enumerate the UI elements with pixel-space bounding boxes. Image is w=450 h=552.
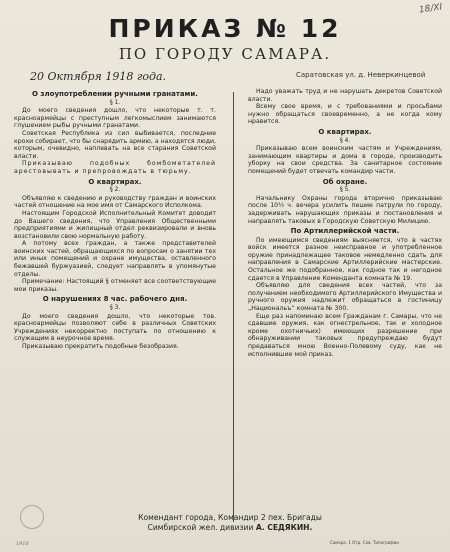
column-divider [233, 92, 234, 522]
section-title: О злоупотреблении ручными гранатами. [32, 90, 198, 98]
section-title: О квартирах. [88, 177, 142, 186]
signature-line-2 [60, 523, 400, 533]
paragraph-number: § 4. [339, 137, 351, 144]
paragraph-number: § 3. [109, 305, 121, 312]
paragraph: Приказываю прекратить подобные безобразия. [22, 343, 179, 350]
paragraph: Советская Республика из сил выбивается, последние крохи собирает, что бы снарядить армию, а находятся люди, которым, очевидно, наплевать на все старания Советской власти. [14, 129, 216, 160]
paragraph: Объявляю для сведения всех частей, что за получением необходимого Артиллерийского Имущества и ручного оружия надлежит обращаться в гостиницу „Национальъ“ комната № 300. [248, 282, 442, 313]
printer-imprint: Самара. 1 Отд. Сов. Типографии [330, 540, 399, 545]
note: Примечание: Настоящий § отменяет все соответствующие мои приказы. [14, 278, 216, 293]
order-subtitle: ПО ГОРОДУ САМАРА. [118, 45, 332, 63]
section-title: Об охране. [322, 177, 368, 186]
right-column [248, 88, 442, 358]
archive-stamp-icon [20, 505, 44, 529]
paragraph: Приказываю всем воинским частям и Учреждениям, занимающим квартиры и дома в городе, производить уборку на свои средства. За санитарное состояние помещений будет отвечать командир части. [248, 145, 442, 175]
paragraph: Всему свое время, и с требованиями и просьбами нужно обращаться своевременно, а не когда кому нравится. [248, 103, 442, 126]
paragraph: Настоящим Городской Исполнительный Комитет доводит до Вашего сведения, что Управления Общественными предприятиями и жилищный отдел реквизировали и вновь возстановили свою нормальную работу. [14, 209, 216, 240]
order-title: ПРИКАЗ № 12 [108, 14, 342, 43]
section-title: О квартирах. [318, 127, 372, 136]
paragraph: Еще раз напоминаю всем Гражданам г. Самары, что не сдавшие оружия, как огнестрельное, так и холодное кроме охотничьих) имеющих разрешение при обнаруживании таковых предупреждаю будут предаваться мною Военно-Полевому суду, как не исполнившие мой приказ. [248, 312, 442, 358]
paragraph: По имеющимся сведениям выясняется, что в частях войск имеется разное неисправное и употребленное оружие принадлежащее таковое немедленно сдать для направления в Самарские Артиллерийские мастерские. Остальное же подобранное, как годное так и негодное сдается в Управление Коменданта комната № 19. [248, 236, 442, 282]
paragraph: А потому всех граждан, а также представителей воинских частей, обращающихся по вопросам о занятии тех или иных помещений и охране имущества, оставленного бежавшей буржуазией, следует направлять в упомянутые отделы. [14, 240, 216, 278]
left-column [14, 88, 216, 351]
signature-block [60, 513, 400, 533]
paragraph-number: § 2. [109, 187, 121, 194]
paragraph-number: § 1. [109, 99, 121, 106]
signature-line-2-prefix: Симбирской жел. дивизии [147, 523, 254, 532]
section-title: По Артиллерийской части. [290, 227, 400, 236]
paragraph: Приказываю подобных бомбометателей арестовывать и препровождать в тюрьму. [14, 160, 216, 175]
paragraph: До моего сведения дошло, что некоторые т. т. красноармейцы с преступным легкомыслием занимаются глушением рыбы ручными гранатами. [14, 107, 216, 130]
paragraph: Начальнику Охраны города вторично приказываю после 10½ ч. вечера усилить пешие патрули по городу, задерживать нарушающих приказы и постановления и направлять таковых в Городскую Советскую Милицию. [248, 194, 442, 225]
section-title: О нарушениях 8 час. рабочего дня. [42, 295, 188, 304]
paragraph: Объявляю к сведению и руководству граждан и воинских частей отношение на мое имя от Самарского Исполкома. [14, 194, 216, 210]
paragraph: Надо уважать труд и не нарушать декретов Советской власти. [248, 88, 442, 103]
order-address: Саратовская ул. д. Неверкинцевой [296, 71, 426, 79]
inventory-mark: 1918 [16, 541, 29, 547]
signatory-name: А. СЕДЯКИН. [255, 523, 313, 532]
signature-line-1: Комендант города, Командир 2 пех. Бригады [138, 513, 322, 522]
order-date: 20 Октября 1918 года. [30, 70, 167, 83]
paragraph-number: § 5. [339, 187, 351, 194]
paragraph: До моего сведения дошло, что некоторые тов. красноармейцы позволяют себе в различных Советских Учреждениях некорректно поступать по отношению к служащим в неурочное время. [14, 312, 216, 343]
archive-note: 18/XI [418, 2, 443, 16]
